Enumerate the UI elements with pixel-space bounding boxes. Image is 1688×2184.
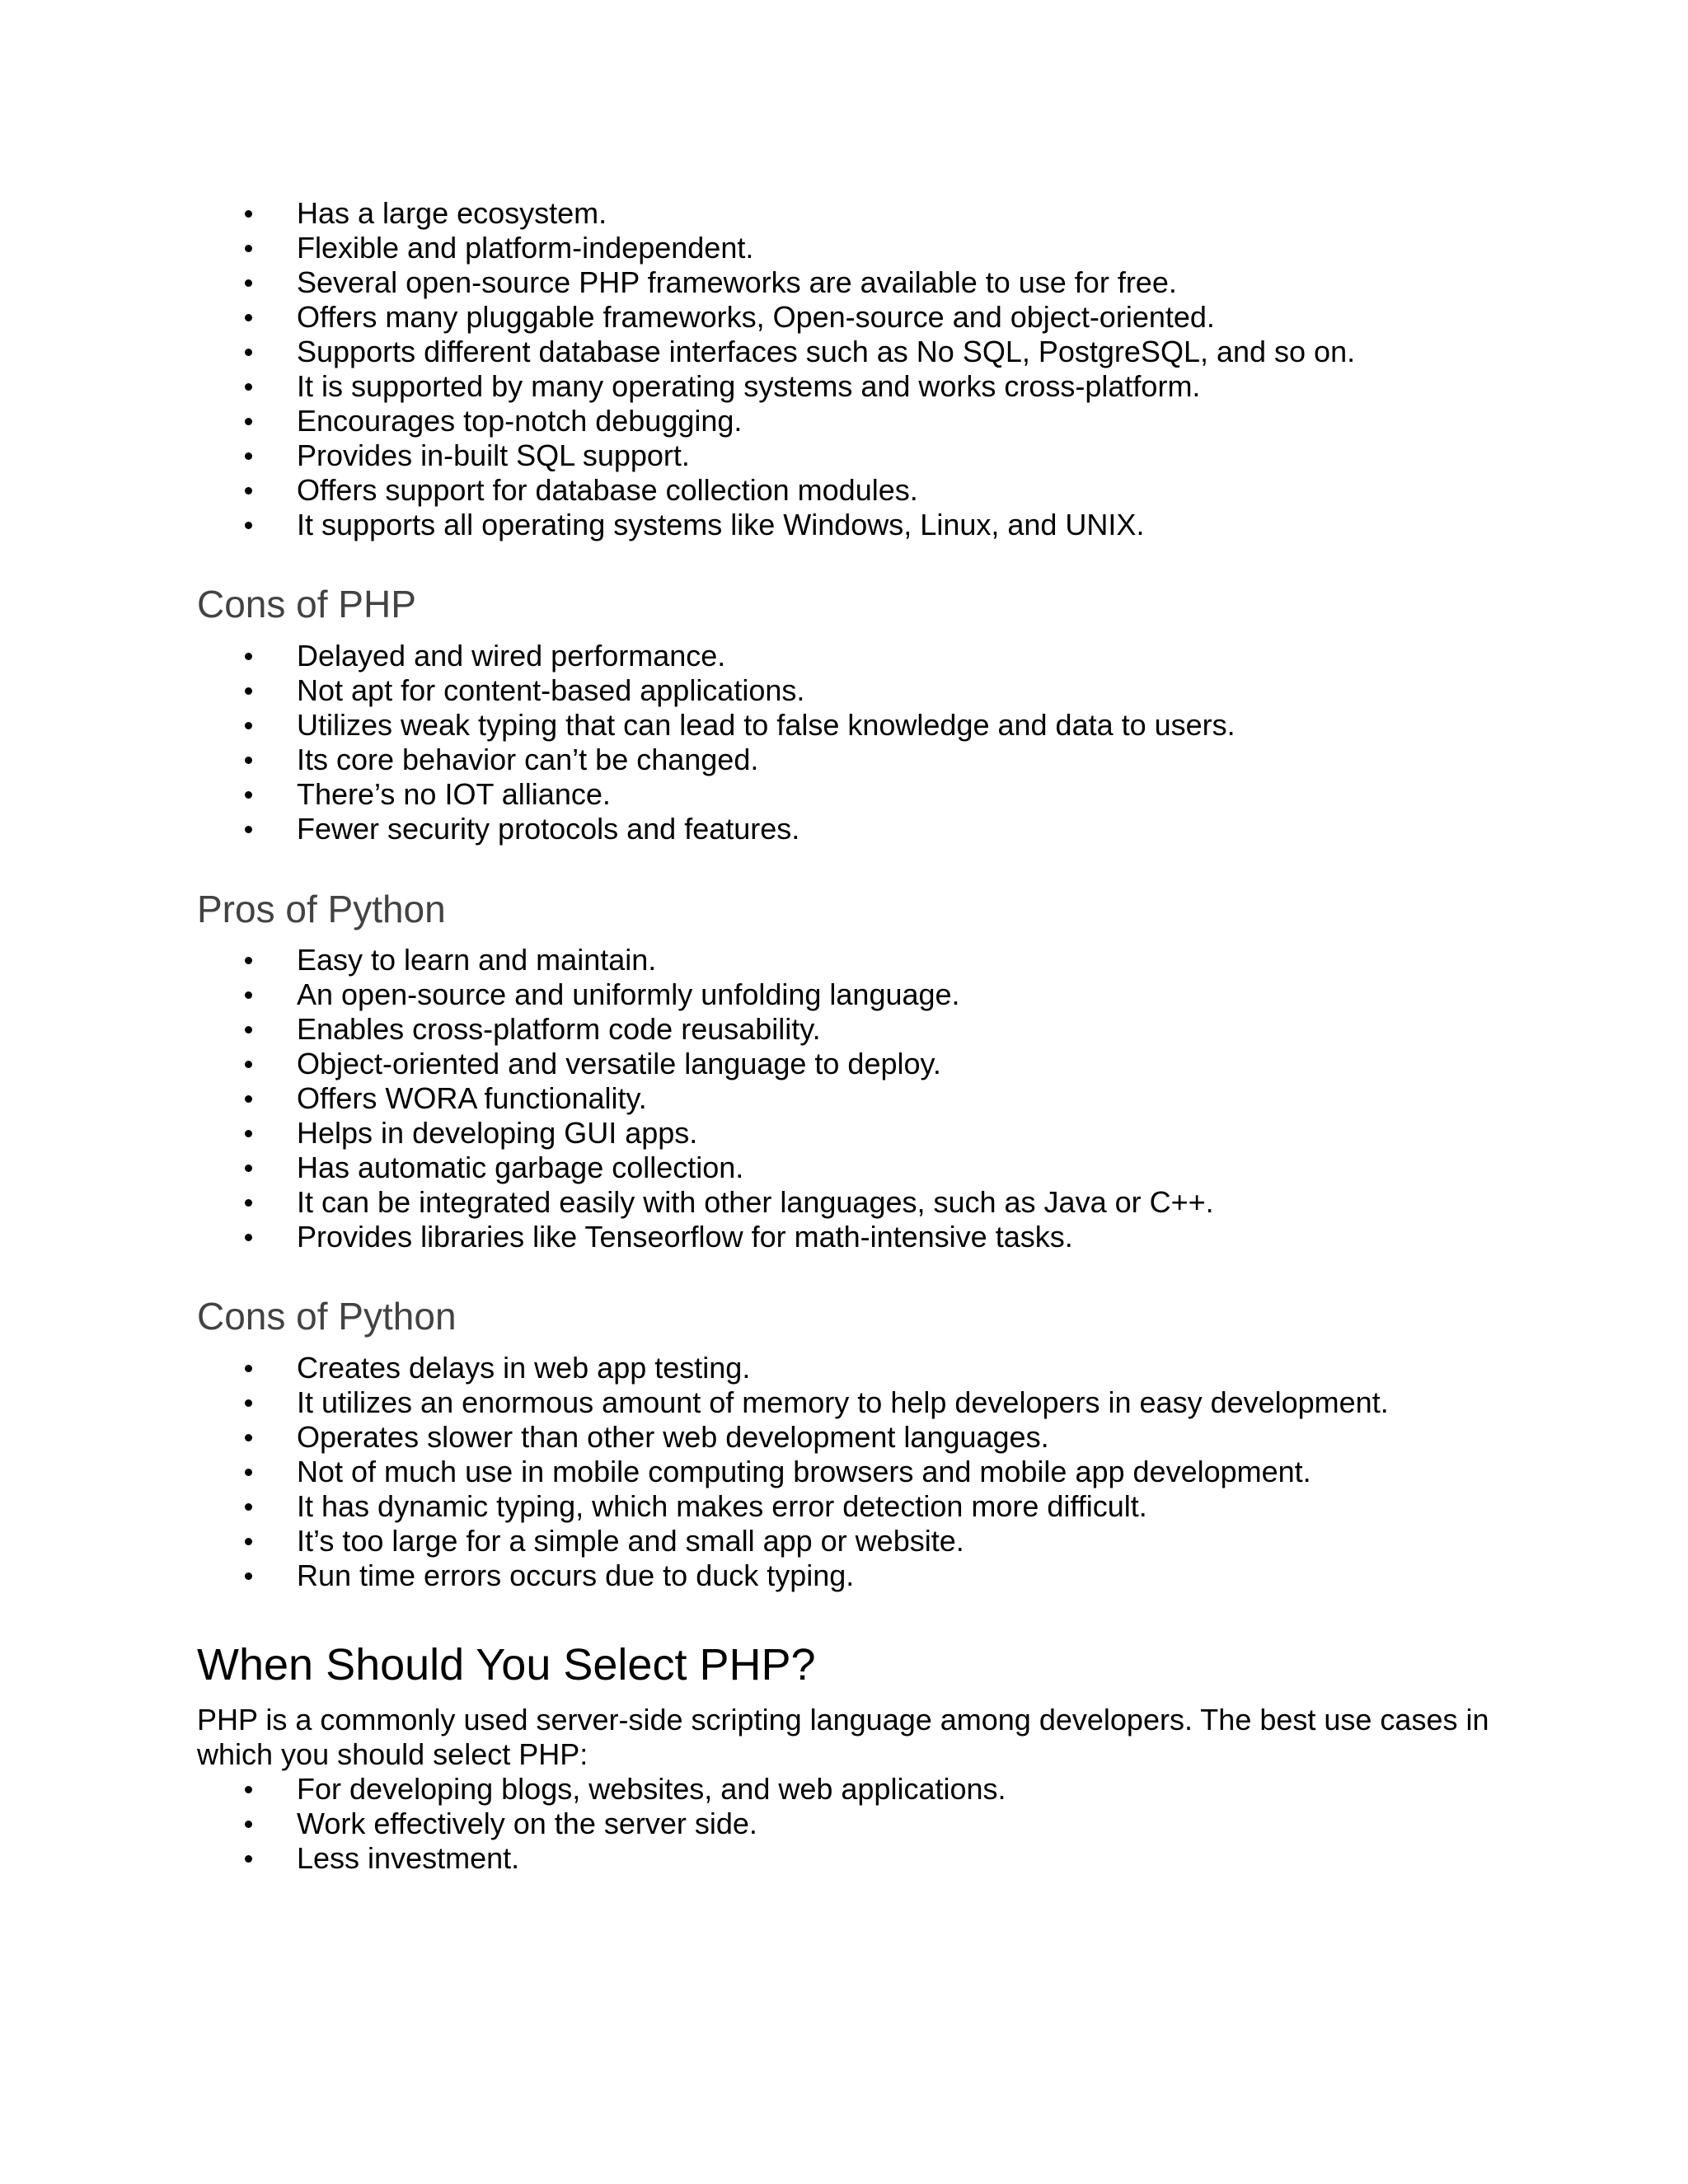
list-item (0, 639, 1236, 673)
list-item-text: Has automatic garbage collection. (297, 1151, 744, 1184)
bullet-icon (245, 957, 252, 964)
bullet-icon (245, 522, 252, 529)
list-item-text: Not apt for content-based applications. (297, 673, 805, 707)
list-item (0, 743, 1236, 777)
list-item-text: It has dynamic typing, which makes error detection more difficult. (297, 1489, 1147, 1523)
list-item-text: Flexible and platform-independent. (297, 231, 754, 265)
list-item (0, 369, 1355, 404)
list-item-text: Delayed and wired performance. (297, 639, 726, 673)
list-item (0, 777, 1236, 812)
select-php-list (0, 1772, 1006, 1876)
list-item (0, 1489, 1389, 1524)
bullet-icon (245, 757, 252, 764)
list-item-text: Supports different database interfaces such as No SQL, PostgreSQL, and so on. (297, 335, 1356, 368)
list-item (0, 708, 1236, 743)
list-item-text: There’s no IOT alliance. (297, 777, 611, 811)
bullet-icon (245, 314, 252, 321)
bullet-icon (245, 1538, 252, 1545)
bullet-icon (245, 1130, 252, 1137)
list-item-text: Provides libraries like Tenseorflow for math-intensive tasks. (297, 1220, 1073, 1254)
list-item-text: Fewer security protocols and features. (297, 812, 800, 846)
bullet-icon (245, 1503, 252, 1511)
list-item (0, 438, 1355, 473)
list-item (0, 508, 1355, 542)
list-item (0, 404, 1355, 438)
bullet-icon (245, 1061, 252, 1068)
pros-php-list (0, 196, 1355, 542)
list-item-text: It is supported by many operating systems and works cross-platform. (297, 369, 1201, 403)
list-item (0, 1420, 1389, 1455)
cons-php-list (0, 639, 1236, 846)
list-item (0, 977, 1214, 1012)
list-item (0, 1841, 1006, 1876)
list-item (0, 196, 1355, 231)
list-item (0, 1558, 1389, 1593)
bullet-icon (245, 1434, 252, 1441)
list-item (0, 1385, 1389, 1420)
list-item-text: It supports all operating systems like Windows, Linux, and UNIX. (297, 508, 1145, 541)
list-item-text: Provides in-built SQL support. (297, 438, 690, 472)
list-item (0, 1047, 1214, 1081)
bullet-icon (245, 1365, 252, 1372)
bullet-icon (245, 349, 252, 356)
list-item (0, 335, 1355, 369)
list-item-text: Work effectively on the server side. (297, 1807, 757, 1840)
list-item-text: Creates delays in web app testing. (297, 1351, 751, 1385)
list-item (0, 300, 1355, 335)
pros-python-list (0, 943, 1214, 1254)
list-item-text: It utilizes an enormous amount of memory to help developers in easy development. (297, 1385, 1389, 1419)
list-item (0, 1012, 1214, 1047)
list-item (0, 1455, 1389, 1489)
cons-php-heading: Cons of PHP (197, 583, 416, 626)
list-item (0, 1116, 1214, 1151)
bullet-icon (245, 1026, 252, 1033)
list-item (0, 473, 1355, 508)
bullet-icon (245, 383, 252, 391)
bullet-icon (245, 1821, 252, 1828)
list-item-text: Utilizes weak typing that can lead to false knowledge and data to users. (297, 708, 1236, 742)
bullet-icon (245, 487, 252, 494)
bullet-icon (245, 1095, 252, 1103)
list-item (0, 265, 1355, 300)
bullet-icon (245, 210, 252, 218)
list-item-text: Less investment. (297, 1841, 520, 1875)
list-item (0, 673, 1236, 708)
list-item-text: Its core behavior can’t be changed. (297, 743, 759, 776)
bullet-icon (245, 418, 252, 425)
bullet-icon (245, 653, 252, 660)
list-item (0, 1524, 1389, 1558)
list-item-text: Offers support for database collection modules. (297, 473, 918, 507)
bullet-icon (245, 1199, 252, 1207)
list-item (0, 1772, 1006, 1807)
list-item-text: Object-oriented and versatile language to deploy. (297, 1047, 941, 1080)
list-item-text: For developing blogs, websites, and web applications. (297, 1772, 1006, 1806)
bullet-icon (245, 1469, 252, 1476)
bullet-icon (245, 791, 252, 799)
bullet-icon (245, 1786, 252, 1793)
list-item (0, 1081, 1214, 1116)
bullet-icon (245, 1165, 252, 1172)
bullet-icon (245, 722, 252, 729)
list-item-text: Run time errors occurs due to duck typing. (297, 1558, 855, 1592)
bullet-icon (245, 1855, 252, 1863)
list-item (0, 812, 1236, 846)
list-item-text: It’s too large for a simple and small app or website. (297, 1524, 964, 1558)
bullet-icon (245, 1234, 252, 1241)
list-item (0, 1151, 1214, 1185)
list-item (0, 1220, 1214, 1254)
bullet-icon (245, 245, 252, 252)
select-php-heading: When Should You Select PHP? (197, 1640, 816, 1690)
list-item-text: Encourages top-notch debugging. (297, 404, 743, 438)
list-item-text: Has a large ecosystem. (297, 196, 607, 230)
bullet-icon (245, 687, 252, 695)
pros-python-heading: Pros of Python (197, 888, 446, 930)
bullet-icon (245, 826, 252, 833)
bullet-icon (245, 1399, 252, 1407)
cons-python-heading: Cons of Python (197, 1295, 457, 1338)
list-item-text: Operates slower than other web development languages. (297, 1420, 1049, 1454)
list-item (0, 943, 1214, 977)
list-item-text: Several open-source PHP frameworks are available to use for free. (297, 265, 1177, 299)
list-item-text: Easy to learn and maintain. (297, 943, 657, 977)
list-item (0, 1351, 1389, 1385)
cons-python-list (0, 1351, 1389, 1593)
list-item-text: Offers many pluggable frameworks, Open-source and object-oriented. (297, 300, 1215, 334)
list-item-text: An open-source and uniformly unfolding language. (297, 977, 960, 1011)
select-php-paragraph: PHP is a commonly used server-side scripting language among developers. The best use cases in which you should select PHP: (197, 1703, 1489, 1771)
list-item (0, 231, 1355, 265)
list-item (0, 1185, 1214, 1220)
bullet-icon (245, 279, 252, 287)
bullet-icon (245, 1572, 252, 1580)
bullet-icon (245, 991, 252, 999)
bullet-icon (245, 452, 252, 460)
list-item-text: Helps in developing GUI apps. (297, 1116, 698, 1150)
list-item-text: It can be integrated easily with other languages, such as Java or C++. (297, 1185, 1214, 1219)
list-item-text: Enables cross-platform code reusability. (297, 1012, 821, 1046)
list-item-text: Not of much use in mobile computing browsers and mobile app development. (297, 1455, 1311, 1488)
list-item-text: Offers WORA functionality. (297, 1081, 647, 1115)
list-item (0, 1807, 1006, 1841)
